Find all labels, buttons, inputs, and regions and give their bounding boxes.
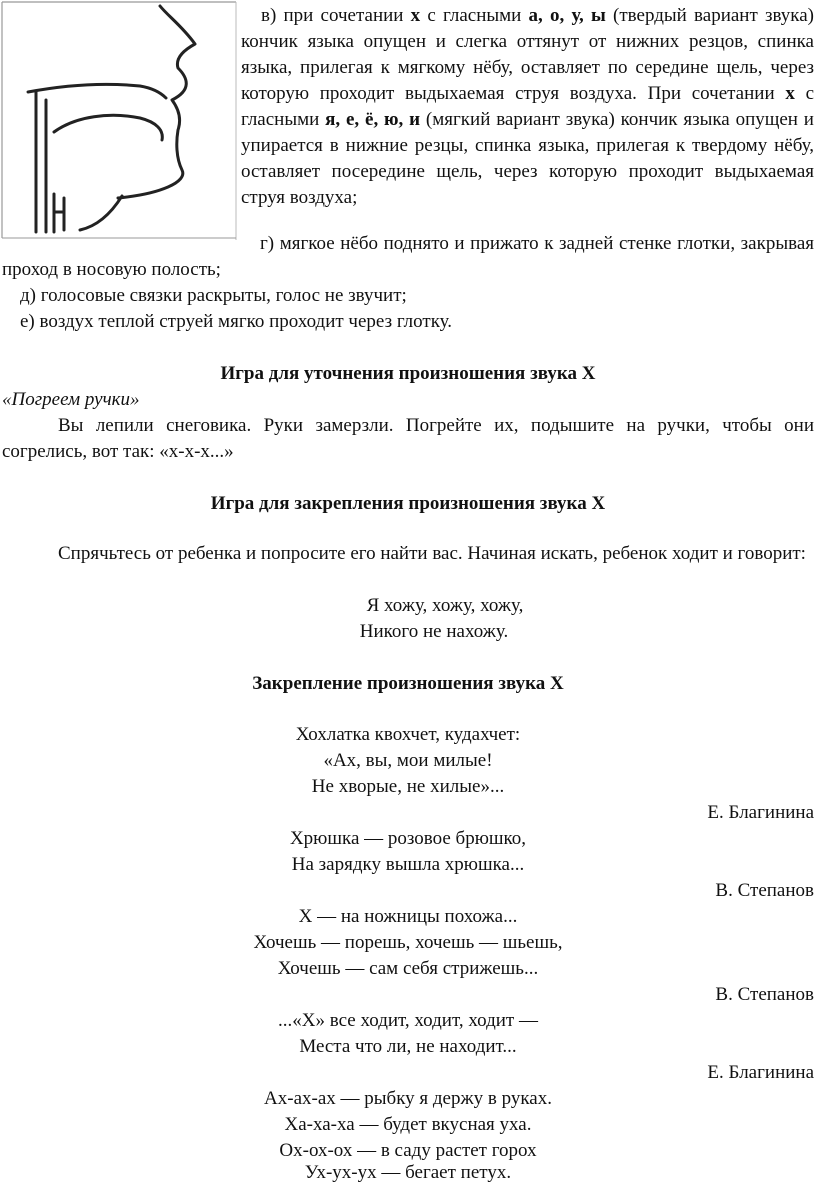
item-v-vowels-hard: а, о, у, ы (528, 5, 606, 26)
poem-line: Места что ли, не находит... (299, 1036, 517, 1057)
item-v-text-5: (мягкий вариант звука) кончик языка опущен и упирается в нижние резцы, спинка языка, прилегая к твердому нёбу, оставляет посередине щель, через которую проходит выдыхаемая струя воздуха; (241, 109, 814, 208)
articulation-diagram (0, 0, 240, 244)
paragraph-item-g: г) мягкое нёбо поднято и прижато к задней стенке глотки, закрывая проход в носовую полость; (2, 233, 814, 280)
poem-line: На зарядку вышла хрюшка... (291, 854, 525, 875)
poem-author: В. Степанов (715, 880, 814, 901)
item-v-sound-1: х (410, 5, 421, 26)
heading-game-consolidation: Игра для закрепления произношения звука Х (210, 493, 606, 514)
poem-line: Хочешь — сам себя стрижешь... (277, 958, 539, 979)
game-title: «Погреем ручки» (2, 389, 140, 410)
poem-line: Хрюшка — розовое брюшко, (289, 828, 527, 849)
paragraph-item-d: д) голосовые связки раскрыты, голос не звучит; (20, 285, 407, 306)
heading-game-practice: Игра для уточнения произношения звука Х (220, 363, 596, 384)
poem-author: Е. Благинина (707, 1062, 814, 1083)
verse-line: Я хожу, хожу, хожу, (366, 595, 524, 616)
poem-line: Не хворые, не хилые»... (311, 776, 505, 797)
poem-line: Х — на ножницы похожа... (298, 906, 518, 927)
poem-line: Ха-ха-ха — будет вкусная уха. (284, 1114, 532, 1135)
item-v-text-2: с гласными (420, 5, 529, 26)
poem-line: Ох-ох-ох — в саду растет горох (279, 1140, 537, 1161)
game2-description: Спрячьтесь от ребенка и попросите его найти вас. Начиная искать, ребенок ходит и говорит: (58, 543, 806, 564)
item-v-sound-2: х (785, 83, 795, 104)
poem-line: Ух-ух-ух — бегает петух. (304, 1162, 512, 1183)
poem-line: Хочешь — порешь, хочешь — шьешь, (253, 932, 563, 953)
poem-line: ...«Х» все ходит, ходит, ходит — (278, 1010, 538, 1031)
poem-line: Хохлатка квохчет, кудахчет: (295, 724, 521, 745)
item-v-text-4: с гласными (241, 83, 814, 130)
paragraph-item-v (241, 3, 814, 211)
item-v-vowels-soft: я, е, ё, ю, и (325, 109, 421, 130)
heading-consolidation: Закрепление произношения звука Х (252, 673, 564, 694)
paragraph-item-e: е) воздух теплой струей мягко проходит через глотку. (20, 311, 453, 332)
item-v-text-1: в) при сочетании (261, 5, 411, 26)
poem-line: Ах-ах-ах — рыбку я держу в руках. (264, 1088, 552, 1109)
poem-line: «Ах, вы, мои милые! (323, 750, 493, 771)
poem-author: В. Степанов (715, 984, 814, 1005)
verse-line: Никого не нахожу. (359, 621, 509, 642)
poem-author: Е. Благинина (707, 802, 814, 823)
game-description: Вы лепили снеговика. Руки замерзли. Погрейте их, подышите на ручки, чтобы они согрелись, вот так: «х-х-х...» (2, 415, 814, 462)
item-v-text-3: (твердый вариант звука) кончик языка опущен и слегка оттянут от нижних резцов, спинка языка, прилегая к мягкому нёбу, оставляет по середине щель, через которую проходит выдыхаемая струя воздуха. При сочетании (241, 5, 814, 104)
